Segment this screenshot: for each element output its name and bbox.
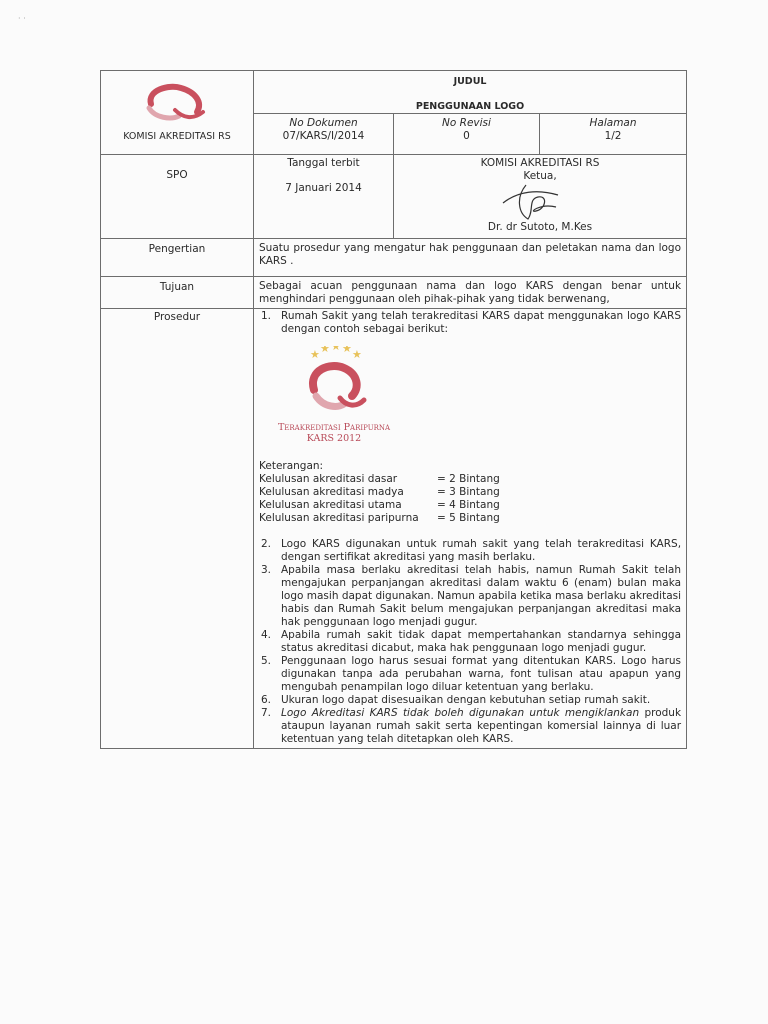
svg-text:★: ★ xyxy=(310,348,320,361)
org-name: KOMISI AKREDITASI RS xyxy=(123,131,231,142)
issue-date: 7 Januari 2014 xyxy=(285,182,362,194)
approval-cell xyxy=(394,155,687,239)
spo-table xyxy=(100,70,687,749)
scan-speck: · · xyxy=(18,14,26,23)
item-text: Apabila masa berlaku akreditasi telah habis, namun Rumah Sakit telah mengajukan perpanjangan akreditasi dalam waktu 6 (enam) bulan maka logo masih dapat digunakan. Namun apabila ketika masa berlaku akreditasi habis dan Rumah Sakit belum mengajukan perpanjangan akreditasi maka hak penggunaan logo menjadi gugur. xyxy=(281,564,682,628)
page-cell xyxy=(540,114,687,155)
keterangan-table xyxy=(259,473,500,525)
table-row xyxy=(259,499,500,512)
spo-label: SPO xyxy=(101,155,254,239)
tujuan-label: Tujuan xyxy=(101,277,254,309)
tujuan-text: Sebagai acuan penggunaan nama dan logo KARS dengan benar untuk menghindari penggunaan oleh pihak-pihak yang tidak berwenang, xyxy=(254,277,687,309)
list-item xyxy=(259,655,681,694)
judul-label: JUDUL xyxy=(453,76,487,87)
ket-value: = 4 Bintang xyxy=(437,499,500,511)
ket-level: Kelulusan akreditasi paripurna xyxy=(259,512,419,524)
approval-org: KOMISI AKREDITASI RS xyxy=(480,157,600,169)
issue-date-label: Tanggal terbit xyxy=(287,157,360,169)
keterangan-label: Keterangan: xyxy=(259,460,324,472)
paripurna-logo-icon xyxy=(286,346,382,418)
item-number: 7. xyxy=(261,707,272,719)
prosedur-label: Prosedur xyxy=(101,309,254,749)
item-number: 5. xyxy=(261,655,272,667)
page-label: Halaman xyxy=(589,117,637,129)
spo-document xyxy=(100,70,686,749)
ket-value: = 2 Bintang xyxy=(437,473,500,485)
item-number: 2. xyxy=(261,538,272,550)
ket-level: Kelulusan akreditasi utama xyxy=(259,499,402,511)
ket-value: = 3 Bintang xyxy=(437,486,500,498)
svg-text:★: ★ xyxy=(352,348,362,361)
item-7-italic-text: Logo Akreditasi KARS tidak boleh digunakan untuk mengiklankan xyxy=(281,707,640,719)
item-text: Apabila rumah sakit tidak dapat mempertahankan standarnya sehingga status akreditasi dicabut, maka hak penggunaan logo menjadi gugur. xyxy=(281,629,682,654)
prosedur-content xyxy=(254,309,687,749)
kars-logo-icon xyxy=(137,82,217,124)
signature-icon xyxy=(498,181,568,223)
logo-year: KARS 2012 xyxy=(306,433,362,444)
list-item xyxy=(259,629,681,655)
revision-number: 0 xyxy=(463,130,470,142)
list-item: 1. Rumah Sakit yang telah terakreditasi KARS dapat menggunakan logo KARS dengan contoh sebagai berikut: xyxy=(261,310,682,335)
table-row xyxy=(259,473,500,486)
doc-title: PENGGUNAAN LOGO xyxy=(415,101,525,112)
item-text: Penggunaan logo harus sesuai format yang ditentukan KARS. Logo harus digunakan tanpa ada perubahan warna, font tulisan atau apapun yang mengubah penampilan logo diluar ketentuan yang berlaku. xyxy=(281,655,682,693)
table-row xyxy=(259,486,500,499)
page-number: 1/2 xyxy=(604,130,622,142)
ket-value: = 5 Bintang xyxy=(437,512,500,524)
approval-role: Ketua, xyxy=(523,170,557,182)
judul-cell xyxy=(254,71,687,114)
svg-text:★: ★ xyxy=(320,346,330,355)
item-number: 4. xyxy=(261,629,272,641)
revision-label: No Revisi xyxy=(442,117,491,129)
svg-text:★: ★ xyxy=(342,346,352,355)
pengertian-label: Pengertian xyxy=(101,239,254,277)
svg-text:★: ★ xyxy=(331,346,341,353)
revision-cell xyxy=(394,114,540,155)
item-1-text: Rumah Sakit yang telah terakreditasi KARS dapat menggunakan logo KARS dengan contoh sebagai berikut: xyxy=(281,310,682,335)
example-logo xyxy=(259,346,409,444)
item-text: Logo KARS digunakan untuk rumah sakit yang telah terakreditasi KARS, dengan sertifikat akreditasi yang masih berlaku. xyxy=(281,538,682,563)
list-item xyxy=(259,538,681,564)
list-item xyxy=(259,564,681,629)
pengertian-text: Suatu prosedur yang mengatur hak penggunaan dan peletakan nama dan logo KARS . xyxy=(254,239,687,277)
item-7-text: produk ataupun layanan rumah sakit serta kepentingan komersial lainnya di luar ketentuan yang telah ditetapkan oleh KARS. xyxy=(281,707,682,745)
doc-number-cell xyxy=(254,114,394,155)
ket-level: Kelulusan akreditasi dasar xyxy=(259,473,398,485)
table-row xyxy=(259,512,500,525)
item-number: 6. xyxy=(261,694,272,706)
item-text: Ukuran logo dapat disesuaikan dengan kebutuhan setiap rumah sakit. xyxy=(281,694,651,706)
logo-caption: Terakreditasi Paripurna xyxy=(277,422,391,433)
doc-number-label: No Dokumen xyxy=(289,117,358,129)
org-logo-cell xyxy=(101,71,254,155)
list-item xyxy=(259,694,681,707)
item-number: 3. xyxy=(261,564,272,576)
ket-level: Kelulusan akreditasi madya xyxy=(259,486,404,498)
issue-date-cell xyxy=(254,155,394,239)
list-item xyxy=(259,707,681,746)
doc-number: 07/KARS/I/2014 xyxy=(282,130,365,142)
signer-name: Dr. dr Sutoto, M.Kes xyxy=(487,221,593,233)
